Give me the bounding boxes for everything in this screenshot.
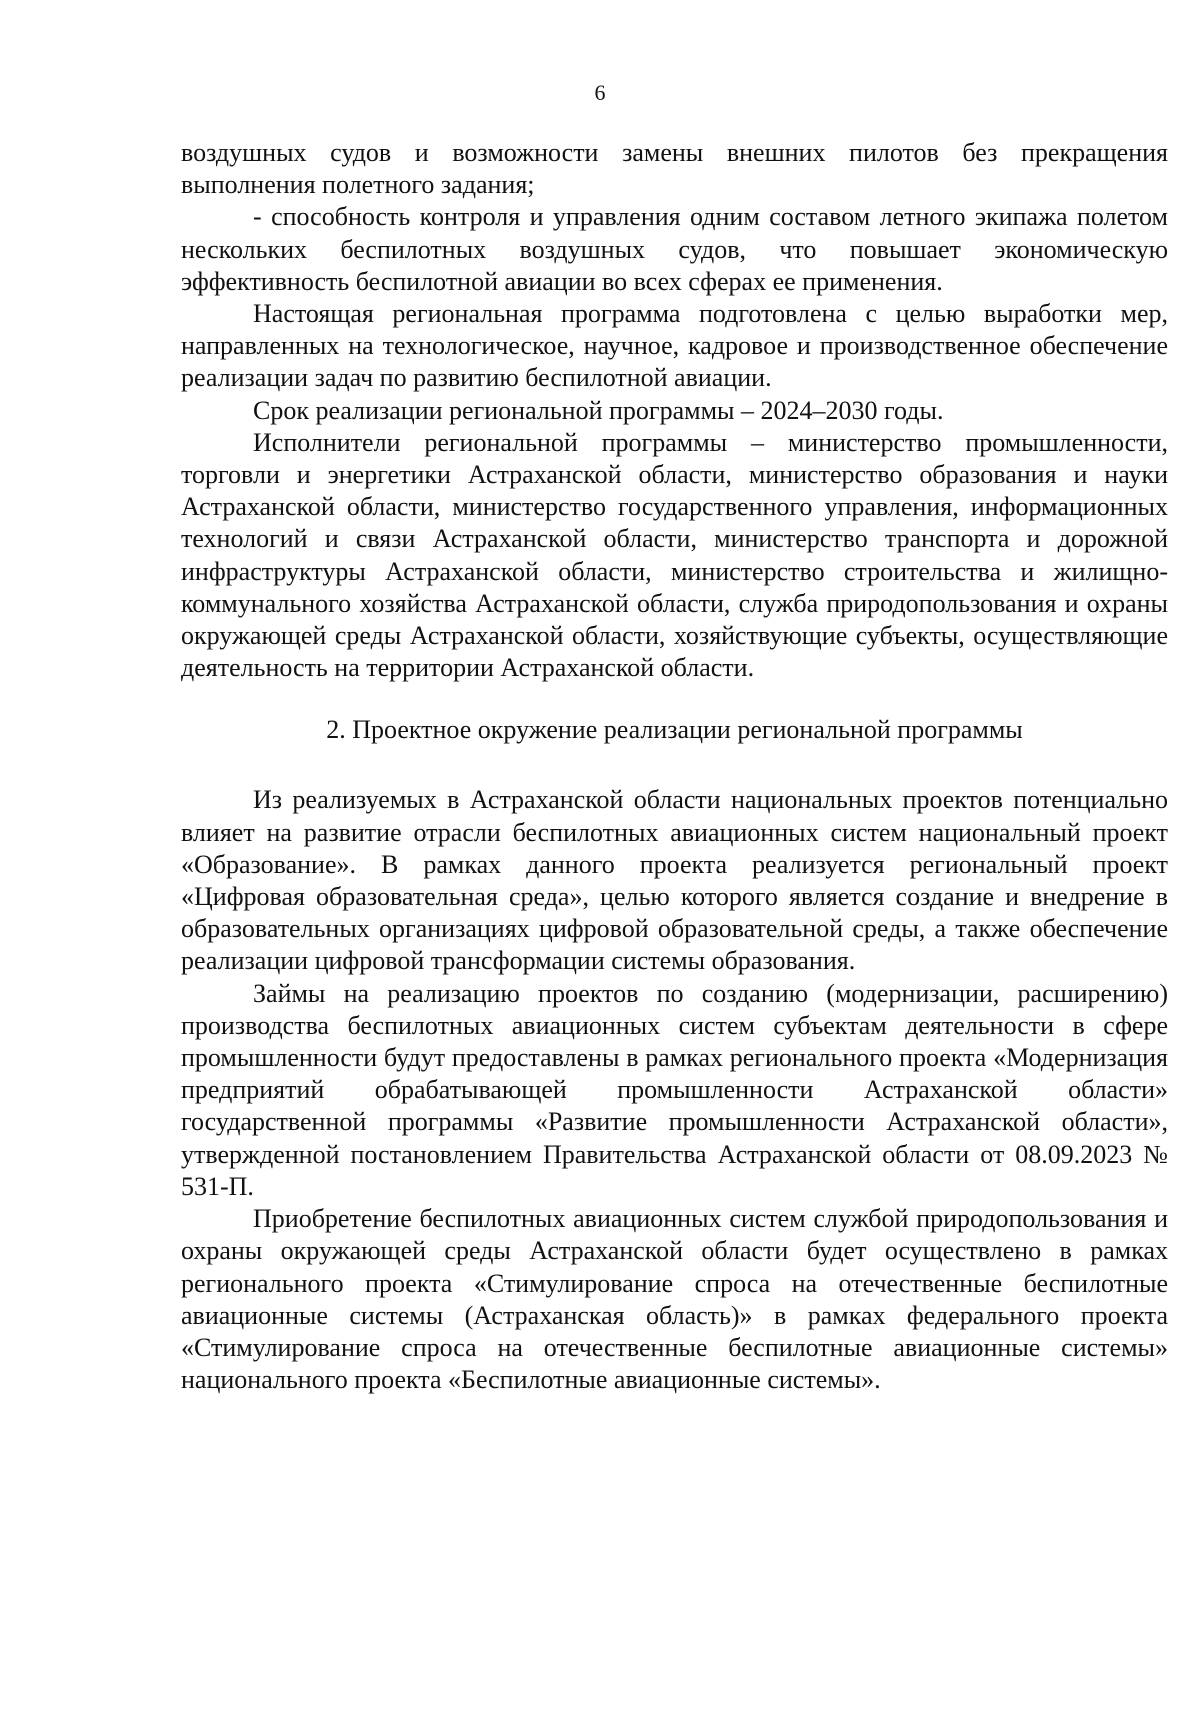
document-body	[181, 137, 1168, 1396]
page-number: 6	[594, 80, 606, 105]
paragraph-program-term: Срок реализации региональной программы – 2024–2030 годы.	[253, 395, 944, 425]
paragraph-national-projects: Из реализуемых в Астраханской области национальных проектов потенциально влияет на развитие отрасли беспилотных авиационных систем национальный проект «Образование». В рамках данного проекта реализуется региональный проект «Цифровая образовательная среда», целью которого является создание и внедрение в образовательных организациях цифровой образовательной среды, а также обеспечение реализации цифровой трансформации системы образования.	[181, 785, 1168, 976]
paragraph-list-item: - способность контроля и управления одним составом летного экипажа полетом нескольких беспилотных воздушных судов, что повышает экономическую эффективность беспилотной авиации во всех сферах ее применения.	[181, 202, 1168, 296]
paragraph-procurement: Приобретение беспилотных авиационных систем службой природопользования и охраны окружающей среды Астраханской области будет осуществлено в рамках регионального проекта «Стимулирование спроса на отечественные беспилотные авиационные системы (Астраханская область)» в рамках федерального проекта «Стимулирование спроса на отечественные беспилотные авиационные системы» национального проекта «Беспилотные авиационные системы».	[181, 1204, 1168, 1395]
paragraph-continuation: воздушных судов и возможности замены внешних пилотов без прекращения выполнения полетного задания;	[181, 138, 1168, 200]
paragraph-program-executors: Исполнители региональной программы – министерство промышленности, торговли и энергетики Астраханской области, министерство образования и науки Астраханской области, министерство государственного управления, информационных технологий и связи Астраханской области, министерство транспорта и дорожной инфраструктуры Астраханской области, министерство строительства и жилищно-коммунального хозяйства Астраханской области, служба природопользования и охраны окружающей среды Астраханской области, хозяйствующие субъекты, осуществляющие деятельность на территории Астраханской области.	[181, 427, 1168, 683]
paragraph-loans: Займы на реализацию проектов по созданию (модернизации, расширению) производства беспилотных авиационных систем субъектам деятельности в сфере промышленности будут предоставлены в рамках регионального проекта «Модернизация предприятий обрабатывающей промышленности Астраханской области» государственной программы «Развитие промышленности Астраханской области», утвержденной постановлением Правительства Астраханской области от 08.09.2023 № 531-П.	[181, 978, 1168, 1201]
paragraph-program-purpose: Настоящая региональная программа подготовлена с целью выработки мер, направленных на технологическое, научное, кадровое и производственное обеспечение реализации задач по развитию беспилотной авиации.	[181, 299, 1168, 393]
section-heading: 2. Проектное окружение реализации региональной программы	[326, 715, 1023, 745]
